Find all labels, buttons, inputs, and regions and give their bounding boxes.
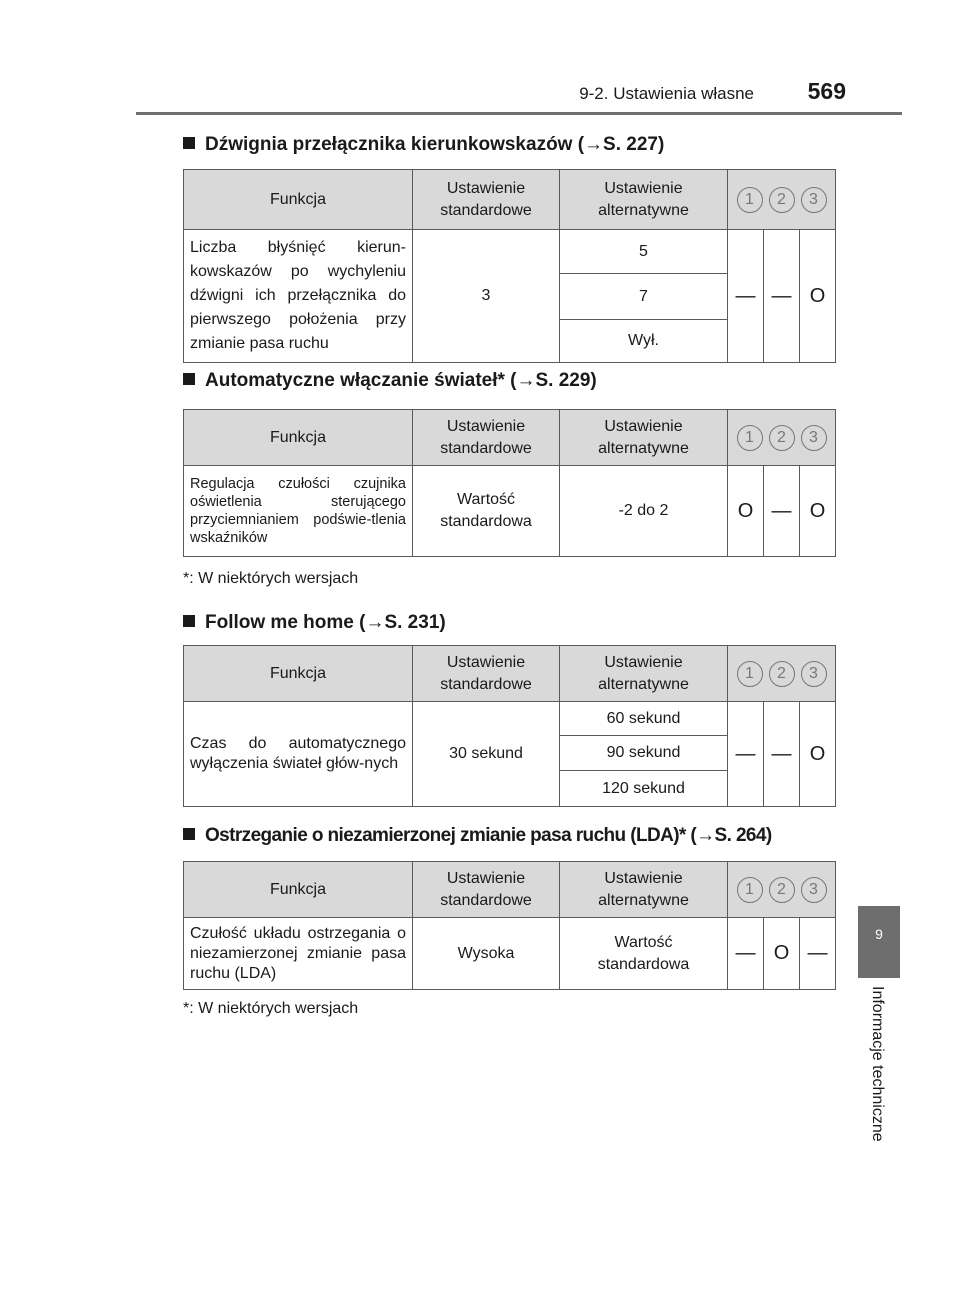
mark-3: O <box>800 466 836 557</box>
circled-2-icon: 2 <box>769 425 795 451</box>
alternative-cell: 60 sekund <box>560 702 728 736</box>
mark-1: — <box>728 702 764 807</box>
table-row <box>184 230 836 274</box>
table-header-row <box>184 410 836 466</box>
circled-2-icon: 2 <box>769 661 795 687</box>
header-circled-numbers <box>728 170 836 230</box>
circled-1-icon: 1 <box>737 877 763 903</box>
square-bullet-icon <box>183 615 195 627</box>
table-follow-me-home <box>183 645 836 807</box>
mark-1: — <box>728 918 764 990</box>
header-alternative: Ustawienie alternatywne <box>560 410 728 466</box>
circled-2-icon: 2 <box>769 877 795 903</box>
alternative-cell: 120 sekund <box>560 771 728 807</box>
function-cell: Regulacja czułości czujnika oświetlenia sterującego przyciemnianiem podświe-tlenia wskaźników <box>184 466 413 557</box>
header-alternative: Ustawienie alternatywne <box>560 170 728 230</box>
function-cell: Czas do automatycznego wyłączenia świateł głów-nych <box>184 702 413 807</box>
section-title-follow-me-home: Follow me home (→S. 231) <box>183 612 446 634</box>
table-auto-lights <box>183 409 836 557</box>
mark-1: O <box>728 466 764 557</box>
table-row <box>184 702 836 736</box>
circled-1-icon: 1 <box>737 661 763 687</box>
footnote: *: W niektórych wersjach <box>183 570 359 587</box>
mark-3: — <box>800 918 836 990</box>
alternative-cell: Wartość standardowa <box>560 918 728 990</box>
table-header-row <box>184 646 836 702</box>
alternative-cell: -2 do 2 <box>560 466 728 557</box>
mark-3: O <box>800 230 836 363</box>
square-bullet-icon <box>183 828 195 840</box>
table-header-row <box>184 862 836 918</box>
square-bullet-icon <box>183 137 195 149</box>
header-function: Funkcja <box>184 410 413 466</box>
table-row <box>184 918 836 990</box>
table-lda <box>183 861 836 990</box>
chapter-side-label-text: Informacje techniczne <box>869 986 886 1142</box>
mark-2: — <box>764 230 800 363</box>
circled-3-icon: 3 <box>801 187 827 213</box>
header-circled-numbers <box>728 410 836 466</box>
square-bullet-icon <box>183 373 195 385</box>
mark-3: O <box>800 702 836 807</box>
chapter-side-label <box>860 986 898 1186</box>
mark-1: — <box>728 230 764 363</box>
header-rule <box>136 112 902 115</box>
header-standard: Ustawienie standardowe <box>413 170 560 230</box>
header-function: Funkcja <box>184 170 413 230</box>
section-title-turn-signal: Dźwignia przełącznika kierunkowskazów (→S. 227) <box>183 134 664 156</box>
table-header-row <box>184 170 836 230</box>
chapter-tab-number: 9 <box>875 926 883 942</box>
section-title-auto-lights: Automatyczne włączanie świateł* (→S. 229) <box>183 370 597 392</box>
alternative-cell: 90 sekund <box>560 736 728 771</box>
standard-cell: Wysoka <box>413 918 560 990</box>
mark-2: O <box>764 918 800 990</box>
header-standard: Ustawienie standardowe <box>413 646 560 702</box>
header-standard: Ustawienie standardowe <box>413 410 560 466</box>
alternative-cell: 7 <box>560 274 728 320</box>
alternative-cell: Wył. <box>560 320 728 363</box>
header-circled-numbers <box>728 862 836 918</box>
page-header <box>0 0 960 118</box>
standard-cell: Wartość standardowa <box>413 466 560 557</box>
header-function: Funkcja <box>184 862 413 918</box>
circled-3-icon: 3 <box>801 661 827 687</box>
function-cell: Czułość układu ostrzegania o niezamierzonej zmianie pasa ruchu (LDA) <box>184 918 413 990</box>
standard-cell: 30 sekund <box>413 702 560 807</box>
table-turn-signal <box>183 169 836 363</box>
header-standard: Ustawienie standardowe <box>413 862 560 918</box>
circled-3-icon: 3 <box>801 877 827 903</box>
circled-3-icon: 3 <box>801 425 827 451</box>
page-number: 569 <box>807 78 846 104</box>
header-alternative: Ustawienie alternatywne <box>560 862 728 918</box>
alternative-cell: 5 <box>560 230 728 274</box>
circled-2-icon: 2 <box>769 187 795 213</box>
function-cell: Liczba błyśnięć kierun-kowskazów po wychyleniu dźwigni ich przełącznika do pierwszego położenia przy zmianie pasa ruchu <box>184 230 413 363</box>
section-title-lda: Ostrzeganie o niezamierzonej zmianie pasa ruchu (LDA)* (→S. 264) <box>183 825 772 847</box>
header-function: Funkcja <box>184 646 413 702</box>
header-circled-numbers <box>728 646 836 702</box>
footnote: *: W niektórych wersjach <box>183 1000 359 1017</box>
mark-2: — <box>764 702 800 807</box>
chapter-title: 9-2. Ustawienia własne <box>579 84 754 103</box>
circled-1-icon: 1 <box>737 187 763 213</box>
circled-1-icon: 1 <box>737 425 763 451</box>
mark-2: — <box>764 466 800 557</box>
standard-cell: 3 <box>413 230 560 363</box>
table-row <box>184 466 836 557</box>
chapter-tab <box>858 906 900 978</box>
header-alternative: Ustawienie alternatywne <box>560 646 728 702</box>
